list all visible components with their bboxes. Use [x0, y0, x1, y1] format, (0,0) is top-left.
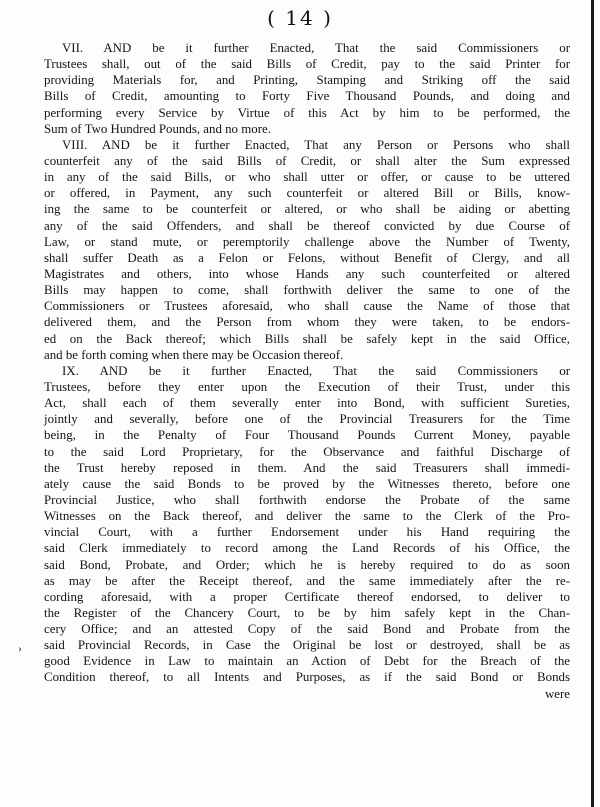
text-line: Provincial Justice, who shall forthwith endorse the Probate of the same	[44, 492, 570, 507]
text-line: Act, shall each of them severally enter into Bond, with sufficient Sureties,	[44, 396, 570, 411]
text-line: Condition thereof, to all Intents and Purposes, as if the said Bond or Bonds	[44, 670, 570, 685]
text-line: Magistrates and others, into whose Hands any such counterfeited or altered	[44, 266, 570, 281]
body-text	[44, 40, 570, 702]
text-line: cery Office; and an attested Copy of the said Bond and Probate from the	[44, 622, 570, 637]
text-line: or offered, in Payment, any such counterfeit or altered Bill or Bills, know-	[44, 186, 570, 201]
text-line: Trustees shall, out of the said Bills of Credit, pay to the said Printer for	[44, 57, 570, 72]
page-edge-shadow	[591, 0, 594, 807]
text-line: delivered them, and the Person from whom they were taken, to be endors-	[44, 315, 570, 330]
text-line: providing Materials for, and Printing, Stamping and Striking off the said	[44, 73, 570, 88]
text-line: counterfeit any of the said Bills of Credit, or shall alter the Sum expressed	[44, 153, 570, 168]
text-line: performing every Service by Virtue of this Act by him to be performed, the	[44, 105, 570, 120]
text-line: were	[544, 686, 570, 701]
text-line: Trustees, before they enter upon the Execution of their Trust, under this	[44, 379, 570, 394]
text-line: VII. AND be it further Enacted, That the said Commissioners or	[62, 41, 570, 55]
text-line: Bills of Credit, amounting to Forty Five Thousand Pounds, and doing and	[44, 89, 570, 104]
text-line: and be forth coming when there may be Occasion thereof.	[44, 347, 344, 362]
text-line: Law, or stand mute, or peremptorily challenge above the Number of Twenty,	[44, 234, 570, 249]
text-line: Bills may happen to come, shall forthwith deliver the same to one of the	[44, 283, 570, 298]
text-line: Commissioners or Trustees aforesaid, who shall cause the Name of those that	[44, 299, 570, 314]
text-line: in any of the said Bills, or who shall utter or offer, or cause to be uttered	[44, 170, 570, 185]
text-line: Sum of Two Hundred Pounds, and no more.	[44, 121, 271, 136]
text-line: being, in the Penalty of Four Thousand Pounds Current Money, payable	[44, 428, 570, 443]
text-line: VIII. AND be it further Enacted, That any Person or Persons who shall	[62, 137, 570, 152]
text-line: ately cause the said Bonds to be proved by the Witnesses thereto, before one	[44, 476, 570, 491]
text-line: Witnesses on the Back thereof, and deliver the same to the Clerk of the Pro-	[44, 509, 570, 524]
text-line: IX. AND be it further Enacted, That the said Commissioners or	[62, 363, 570, 378]
text-line: any of the said Offenders, and shall be thereof convicted by due Course of	[44, 218, 570, 233]
text-line: said Provincial Records, in Case the Original be lost or destroyed, shall be as	[44, 638, 570, 653]
text-line: the Register of the Chancery Court, to be by him safely kept in the Chan-	[44, 605, 570, 620]
text-line: cording aforesaid, with a proper Certificate thereof endorsed, to deliver to	[44, 589, 570, 604]
text-line: shall suffer Death as a Felon or Felons, without Benefit of Clergy, and all	[44, 250, 570, 265]
page-number: ( 14 )	[267, 6, 333, 30]
text-line: said Clerk immediately to record among the Land Records of his Office, the	[44, 541, 570, 556]
text-line: ing the same to be counterfeit or altered, or who shall be aiding or abetting	[44, 202, 570, 217]
text-line: vincial Court, with a further Endorsement under his Hand requiring the	[44, 525, 570, 540]
text-line: good Evidence in Law to maintain an Action of Debt for the Breach of the	[44, 654, 570, 669]
text-line: said Bond, Probate, and Order; which he is hereby required to do as soon	[44, 557, 570, 572]
text-line: to the said Lord Proprietary, for the Observance and faithful Discharge of	[44, 444, 570, 459]
text-line: ed on the Back thereof; which Bills shall be safely kept in the said Office,	[44, 331, 570, 346]
text-line: the Trust hereby reposed in them. And the said Treasurers shall immedi-	[44, 460, 570, 475]
margin-mark: ›	[18, 641, 22, 655]
text-line: as may be after the Receipt thereof, and the same immediately after the re-	[44, 573, 570, 588]
text-line: jointly and severally, before one of the Provincial Treasurers for the Time	[44, 412, 570, 427]
